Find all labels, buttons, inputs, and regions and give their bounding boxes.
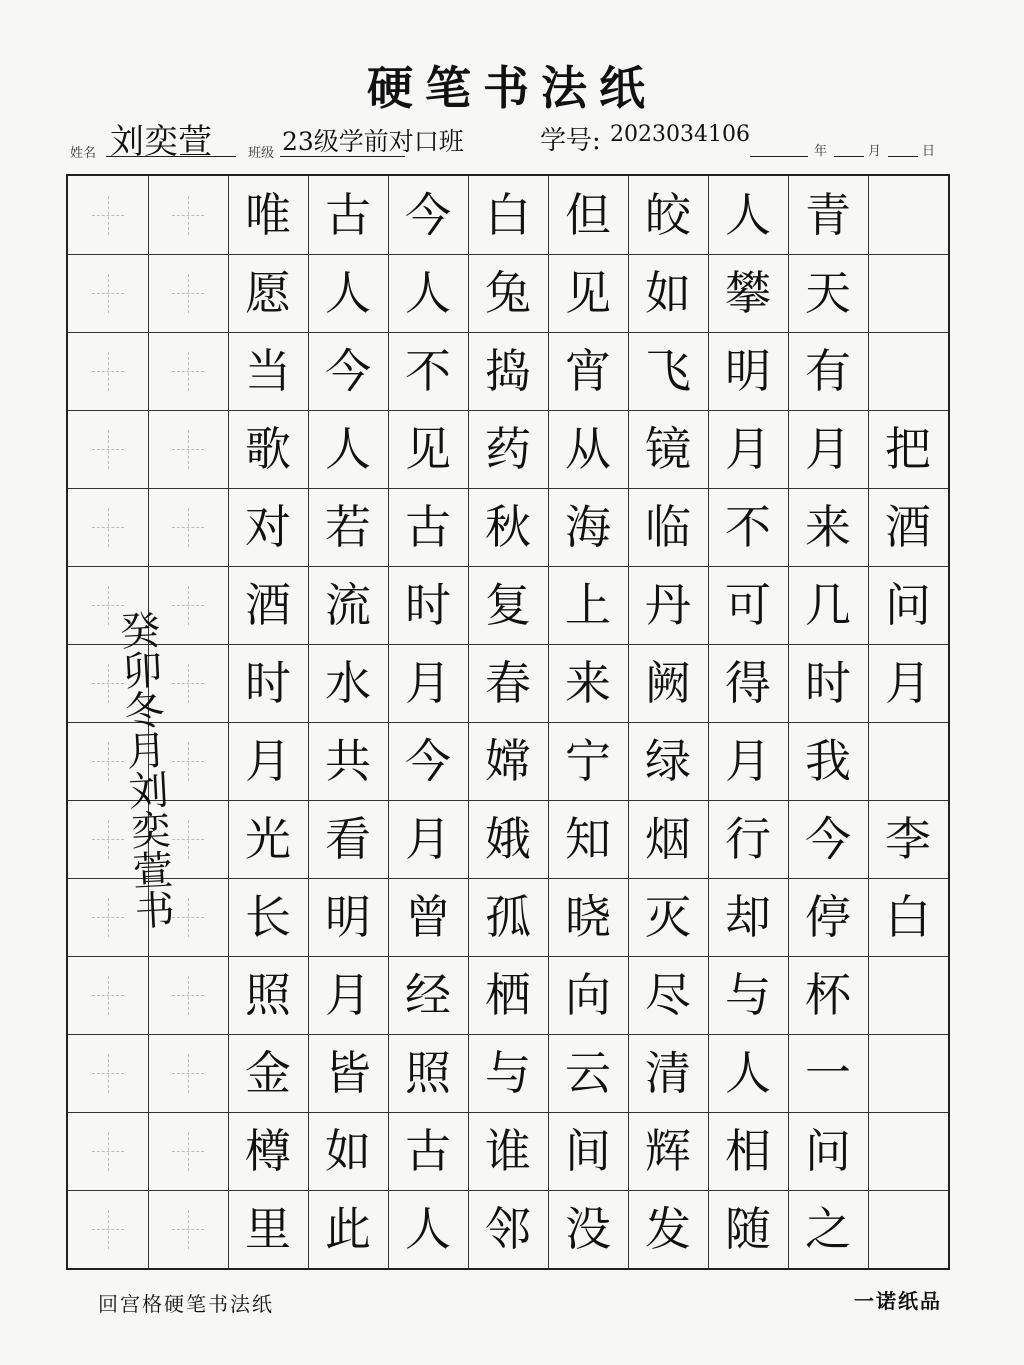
grid-character: 捣: [485, 344, 531, 398]
grid-character: 晓: [565, 890, 611, 944]
footer-paper-type: 回宫格硬笔书法纸: [98, 1292, 274, 1316]
grid-character: 天: [805, 266, 851, 320]
grid-character: 秋: [485, 500, 531, 554]
grid-character: 月: [405, 656, 451, 710]
grid-character: 明: [725, 344, 771, 398]
grid-character: 一: [805, 1046, 851, 1100]
grid-character: 绿: [645, 734, 691, 788]
grid-character: 尽: [645, 968, 691, 1022]
grid-character: 停: [805, 890, 851, 944]
grid-character: 攀: [725, 266, 771, 320]
grid-character: 有: [805, 344, 851, 398]
grid-character: 照: [405, 1046, 451, 1100]
grid-character: 丹: [645, 578, 691, 632]
grid-character: 春: [485, 656, 531, 710]
grid-character: 唯: [245, 188, 291, 242]
grid-character: 酒: [245, 578, 291, 632]
grid-character: 明: [325, 890, 371, 944]
grid-character: 与: [485, 1046, 531, 1100]
grid-character: 兔: [485, 266, 531, 320]
class-label: 班级: [248, 146, 275, 161]
id-label: 学号:: [540, 126, 601, 156]
grid-character: 见: [565, 266, 611, 320]
grid-character: 随: [725, 1202, 771, 1256]
grid-character: 与: [725, 968, 771, 1022]
page-title: 硬笔书法纸: [367, 61, 657, 115]
grid-character: 但: [565, 188, 611, 242]
grid-character: 里: [245, 1202, 291, 1256]
grid-character: 对: [245, 500, 291, 554]
grid-character: 之: [805, 1202, 851, 1256]
grid-character: 问: [885, 578, 931, 632]
id-value: 2023034106: [610, 122, 750, 147]
grid-character: 此: [325, 1202, 371, 1256]
name-value: 刘奕萱: [110, 122, 212, 162]
grid-character: 樽: [245, 1124, 291, 1178]
grid-character: 皆: [325, 1046, 371, 1100]
grid-character: 我: [805, 734, 851, 788]
grid-character: 水: [325, 656, 371, 710]
grid-character: 青: [805, 188, 851, 242]
grid-character: 月: [325, 968, 371, 1022]
grid-character: 却: [725, 890, 771, 944]
grid-character: 古: [405, 500, 451, 554]
grid-character: 不: [725, 500, 771, 554]
grid-character: 人: [325, 422, 371, 476]
grid-character: 可: [725, 578, 771, 632]
grid-character: 人: [725, 1046, 771, 1100]
grid-character: 栖: [485, 968, 531, 1022]
month-label: 月: [868, 144, 882, 159]
grid-character: 若: [325, 500, 371, 554]
grid-character: 发: [645, 1202, 691, 1256]
grid-character: 辉: [645, 1124, 691, 1178]
grid-character: 人: [325, 266, 371, 320]
grid-character: 月: [405, 812, 451, 866]
grid-character: 把: [885, 422, 931, 476]
class-value: 23级学前对口班: [282, 127, 464, 156]
grid-character: 镜: [645, 422, 691, 476]
grid-character: 月: [885, 656, 931, 710]
grid-character: 宁: [565, 734, 611, 788]
grid-character: 孤: [485, 890, 531, 944]
grid-character: 歌: [245, 422, 291, 476]
grid-character: 皎: [645, 188, 691, 242]
grid-character: 时: [805, 656, 851, 710]
grid-character: 看: [325, 812, 371, 866]
grid-character: 行: [725, 812, 771, 866]
grid-character: 药: [485, 422, 531, 476]
grid-character: 灭: [645, 890, 691, 944]
grid-character: 阙: [645, 656, 691, 710]
grid-character: 月: [805, 422, 851, 476]
grid-character: 长: [245, 890, 291, 944]
grid-character: 白: [885, 890, 931, 944]
grid-character: 从: [565, 422, 611, 476]
grid-character: 光: [245, 812, 291, 866]
grid-character: 邻: [485, 1202, 531, 1256]
grid-character: 流: [325, 578, 371, 632]
grid-character: 当: [245, 344, 291, 398]
grid-character: 杯: [805, 968, 851, 1022]
grid-character: 烟: [645, 812, 691, 866]
grid-character: 时: [245, 656, 291, 710]
grid-character: 共: [325, 734, 371, 788]
grid-character: 人: [725, 188, 771, 242]
grid-character: 古: [325, 188, 371, 242]
year-label: 年: [814, 144, 828, 159]
grid-character: 李: [885, 812, 931, 866]
grid-character: 月: [725, 422, 771, 476]
grid-character: 不: [405, 344, 451, 398]
grid-character: 时: [405, 578, 451, 632]
grid-character: 来: [565, 656, 611, 710]
grid-character: 古: [405, 1124, 451, 1178]
grid-character: 云: [565, 1046, 611, 1100]
grid-character: 清: [645, 1046, 691, 1100]
grid-character: 飞: [645, 344, 691, 398]
grid-character: 今: [325, 344, 371, 398]
grid-character: 得: [725, 656, 771, 710]
grid-character: 间: [565, 1124, 611, 1178]
grid-character: 谁: [485, 1124, 531, 1178]
grid-character: 酒: [885, 500, 931, 554]
grid-character: 上: [565, 578, 611, 632]
grid-character: 相: [725, 1124, 771, 1178]
grid-character: 人: [405, 266, 451, 320]
grid-character: 来: [805, 500, 851, 554]
name-label: 姓名: [70, 146, 97, 161]
grid-character: 曾: [405, 890, 451, 944]
grid-character: 复: [485, 578, 531, 632]
grid-character: 娥: [485, 812, 531, 866]
grid-character: 照: [245, 968, 291, 1022]
day-label: 日: [922, 144, 936, 159]
grid-character: 今: [405, 188, 451, 242]
grid-character: 金: [245, 1046, 291, 1100]
grid-character: 白: [485, 188, 531, 242]
grid-character: 几: [805, 578, 851, 632]
grid-character: 知: [565, 812, 611, 866]
grid-character: 见: [405, 422, 451, 476]
grid-character: 人: [405, 1202, 451, 1256]
grid-character: 月: [245, 734, 291, 788]
grid-character: 海: [565, 500, 611, 554]
grid-character: 嫦: [485, 734, 531, 788]
grid-character: 如: [645, 266, 691, 320]
grid-character: 问: [805, 1124, 851, 1178]
grid-character: 经: [405, 968, 451, 1022]
signature: 癸卯冬月刘奕萱书: [112, 608, 176, 931]
writing-grid: [66, 174, 950, 1270]
grid-character: 月: [725, 734, 771, 788]
grid-character: 临: [645, 500, 691, 554]
footer-brand: 一诺纸品: [854, 1289, 942, 1313]
grid-character: 今: [405, 734, 451, 788]
grid-character: 愿: [245, 266, 291, 320]
header-info: [70, 112, 950, 162]
grid-character: 向: [565, 968, 611, 1022]
grid-character: 如: [325, 1124, 371, 1178]
grid-character: 今: [805, 812, 851, 866]
grid-character: 宵: [565, 344, 611, 398]
grid-character: 没: [565, 1202, 611, 1256]
